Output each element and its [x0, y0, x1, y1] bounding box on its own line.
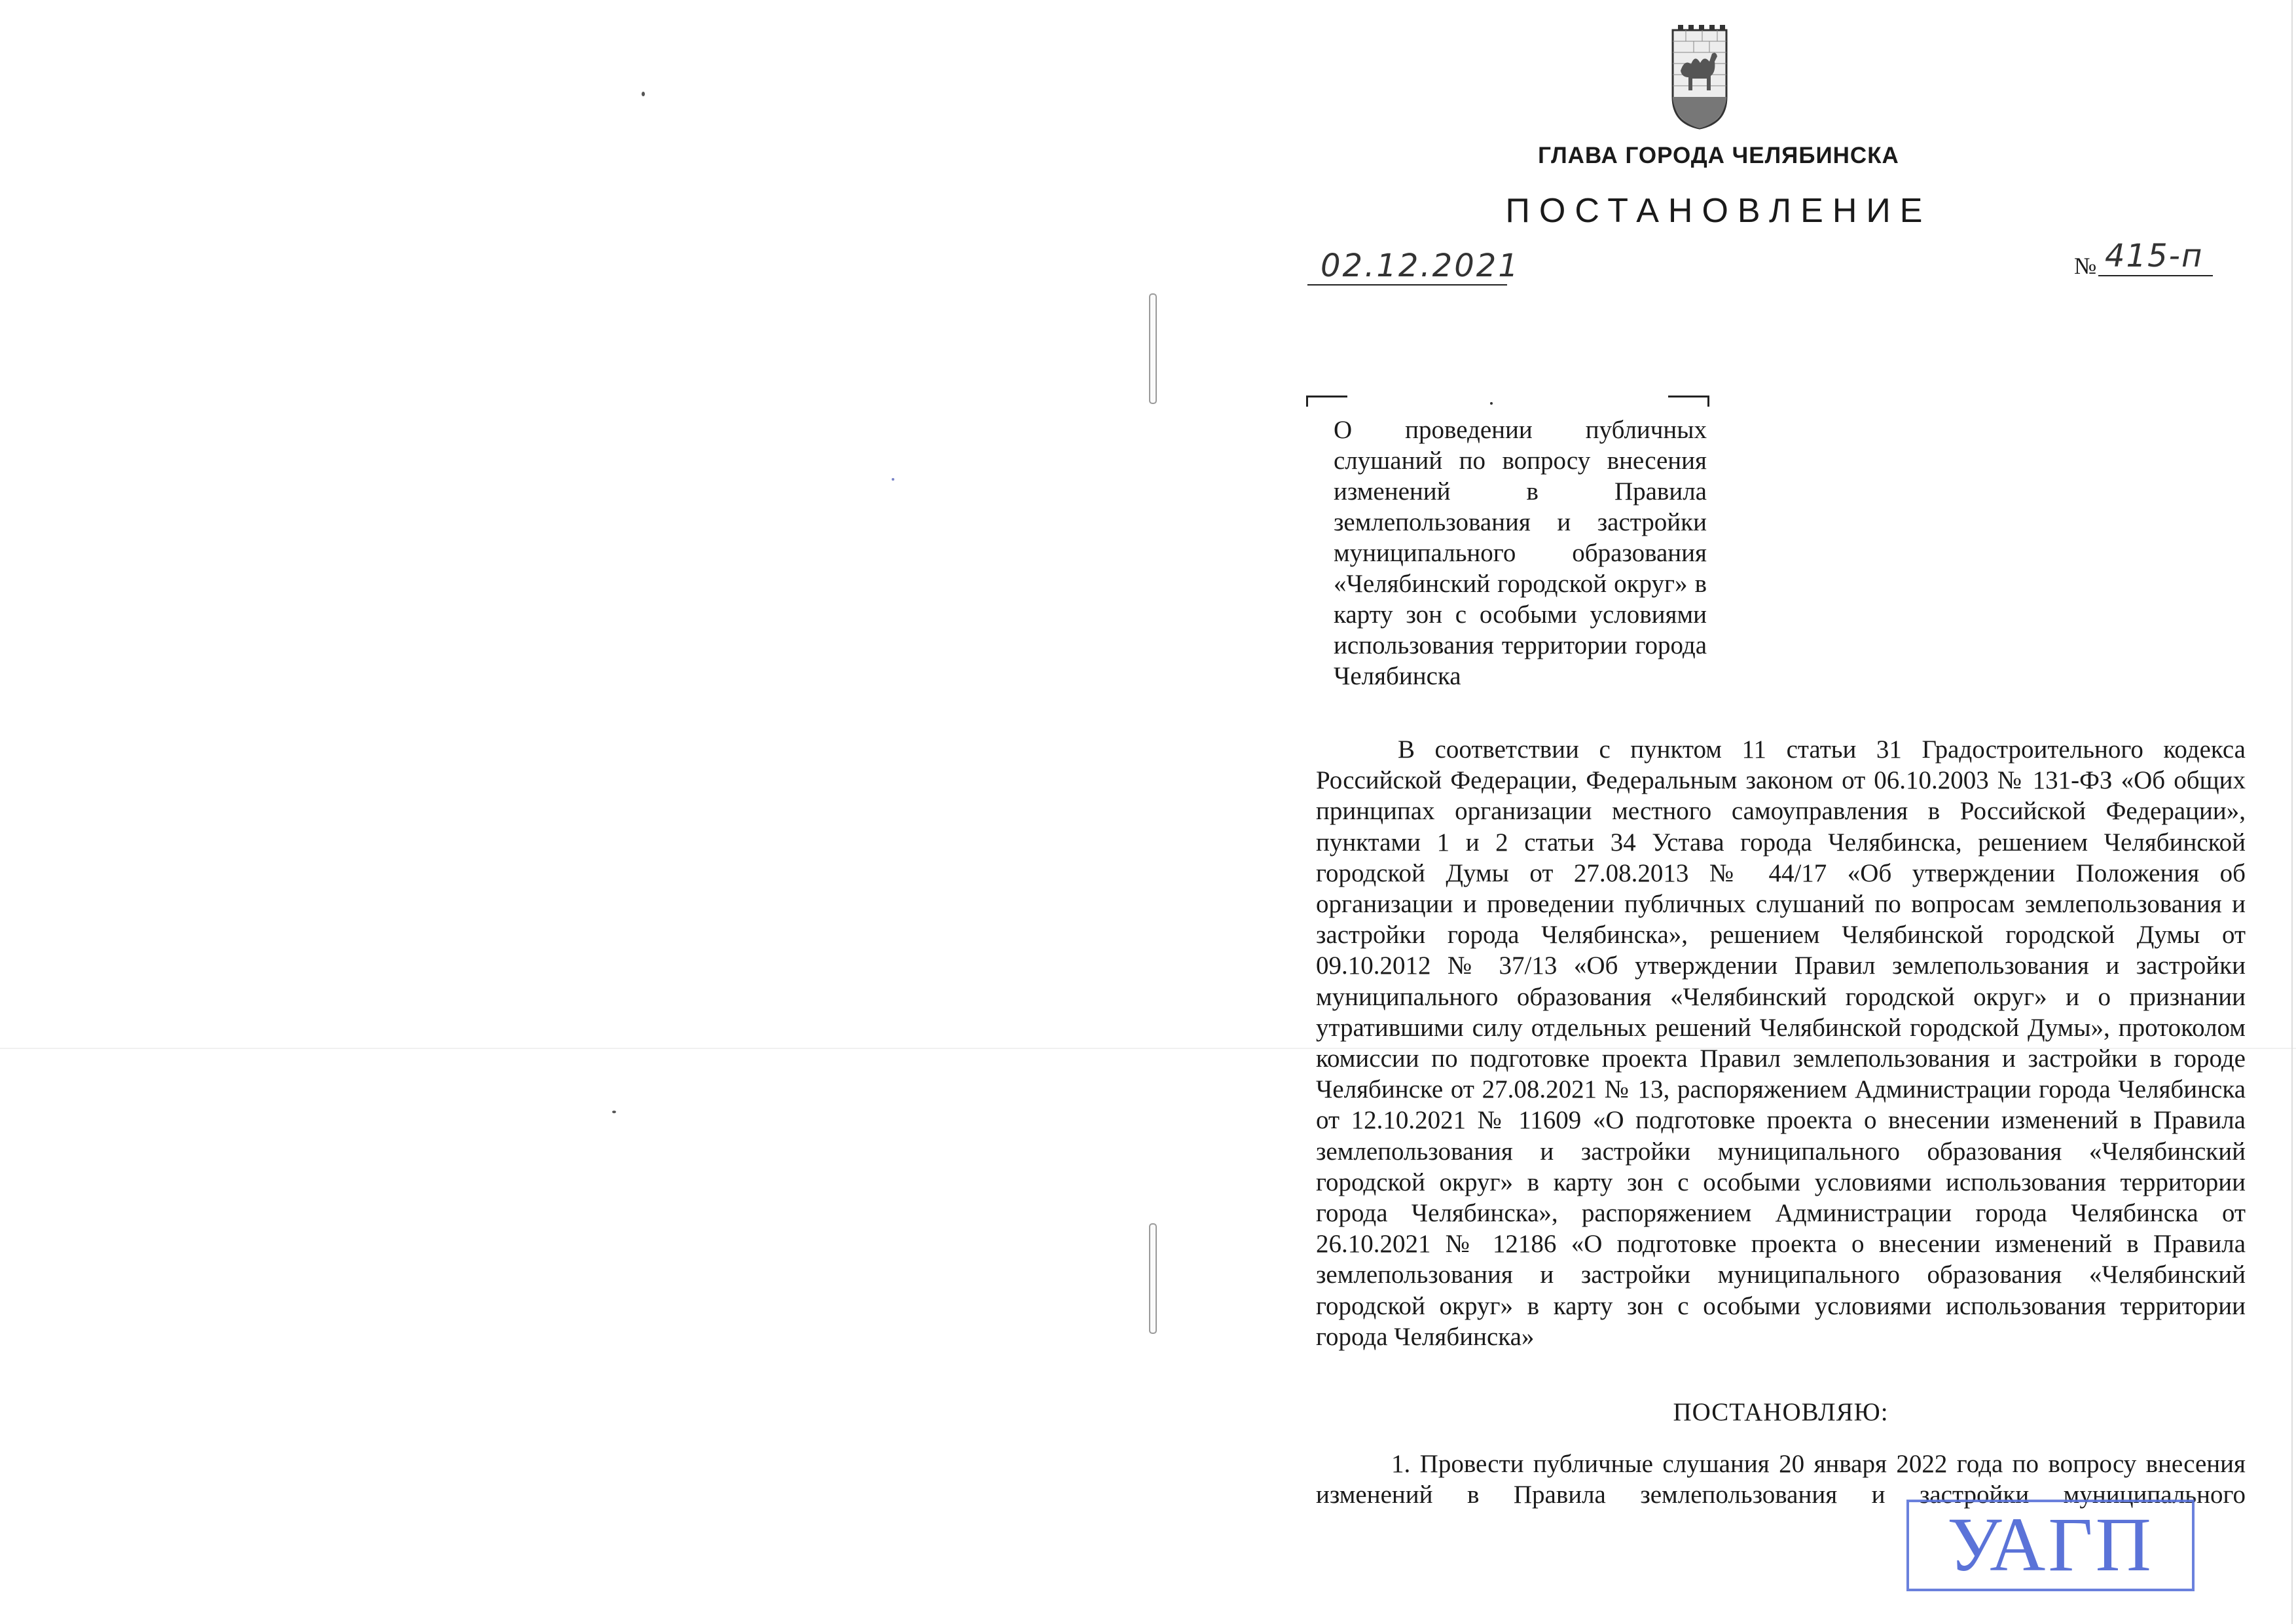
scan-speck [892, 478, 894, 481]
document-subject: О проведении публичных слушаний по вопросу внесения изменений в Правила землепользования и застройки муниципального образования «Челябинский городской округ» в карту зон с особыми условиями использования территории города Челябинска [1334, 416, 1707, 690]
center-dot-mark [1490, 402, 1493, 405]
scan-speck [642, 92, 645, 96]
document-date: 02.12.2021 [1307, 248, 1507, 286]
scan-edge-line [2291, 0, 2293, 1624]
chelyabinsk-coat-of-arms-icon [1666, 25, 1732, 130]
number-sign: № [2074, 253, 2097, 279]
punch-hole-mark [1149, 1223, 1157, 1334]
subject-bracket-left [1306, 396, 1347, 407]
department-stamp: УАГП [1906, 1500, 2195, 1591]
document-number: 415-п [2098, 237, 2213, 276]
document-type-heading: ПОСТАНОВЛЕНИЕ [1505, 192, 1932, 230]
preamble-paragraph: В соответствии с пунктом 11 статьи 31 Градостроительного кодекса Российской Федерации, Федеральным законом от 06.10.2003 № 131-ФЗ «Об общих принципах организации местного самоуправления в Российской Федерации», пунктами 1 и 2 статьи 34 Устава города Челябинска, решением Челябинской городской Думы от 27.08.2013 № 44/17 «Об утверждении Положения об организации и проведении публичных слушаний по вопросам землепользования и застройки города Челябинска», решением Челябинской городской Думы от 09.10.2012 № 37/13 «Об утверждении Правил землепользования и застройки муниципального образования «Челябинский городской округ» и о признании утратившими силу отдельных решений Челябинской городской Думы», протоколом комиссии по подготовке проекта Правил землепользования и застройки в городе Челябинске от 27.08.2021 № 13, распоряжением Администрации города Челябинска от 12.10.2021 № 11609 «О подготовке проекта о внесении изменений в Правила землепользования и застройки муниципального образования «Челябинский городской округ» в карту зон с особыми условиями использования территории города Челябинска», распоряжением Администрации города Челябинска от 26.10.2021 № 12186 «О подготовке проекта о внесении изменений в Правила землепользования и застройки муниципального образования «Челябинский городской округ» в карту зон с особыми условиями использования территории города Челябинска» [1316, 735, 2246, 1351]
subject-bracket-right [1668, 396, 1709, 407]
scan-speck [612, 1111, 616, 1113]
punch-hole-mark [1149, 293, 1157, 404]
authority-title: ГЛАВА ГОРОДА ЧЕЛЯБИНСКА [1538, 143, 1899, 168]
decree-item: 1. Провести публичные слушания 20 января 2022 года по вопросу внесения изменений в Правила землепользования и застройки муниципального [1316, 1450, 2246, 1509]
decree-word: ПОСТАНОВЛЯЮ: [1673, 1398, 1889, 1426]
